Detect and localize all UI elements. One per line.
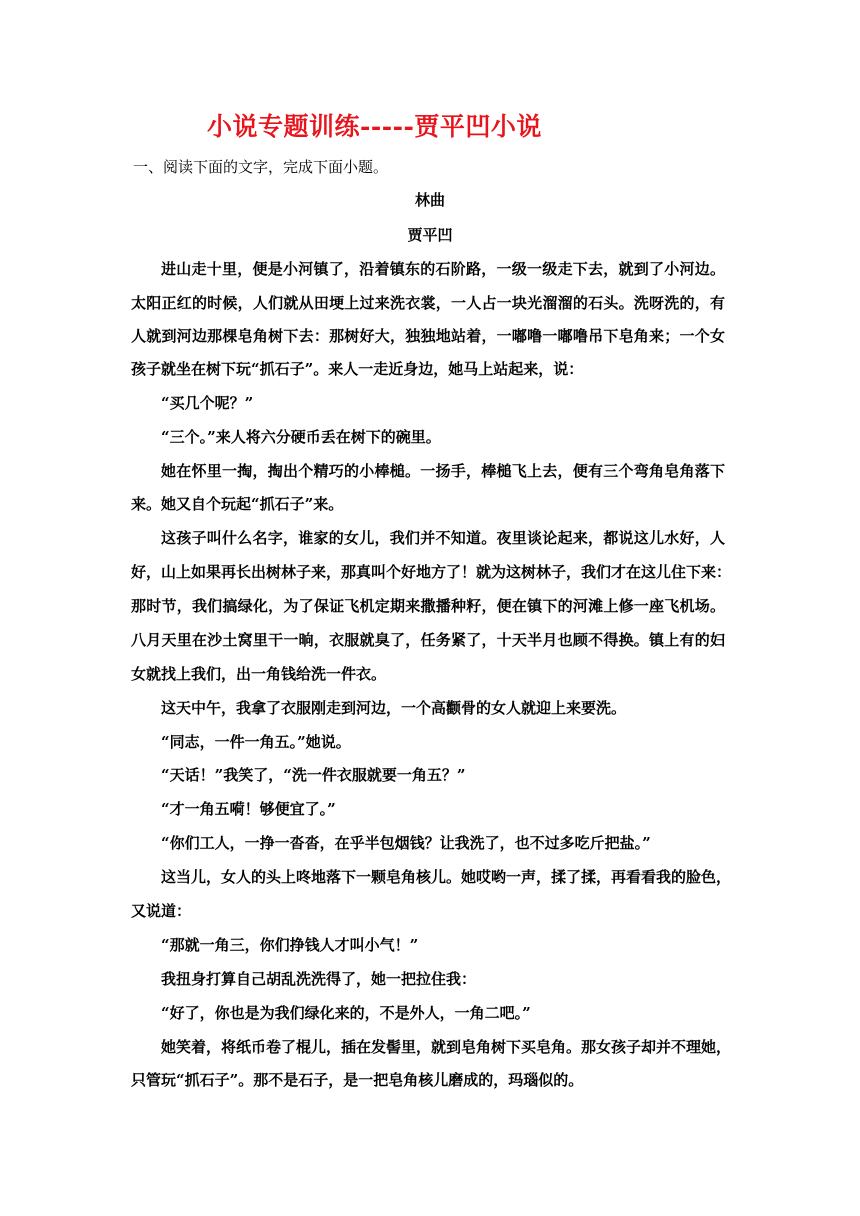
text-line: “才一角五嗬！够便宜了。” bbox=[161, 800, 336, 818]
text-line: 她笑着，将纸币卷了棍儿，插在发髻里，就到皂角树下买皂角。那女孩子却并不理她， bbox=[161, 1038, 732, 1056]
text-line: 她在怀里一掏，掏出个精巧的小棒槌。一扬手，棒槌飞上去，便有三个弯角皂角落下 bbox=[161, 462, 725, 480]
text-line: 好，山上如果再长出树林子来，那真叫个好地方了！就为这树林子，我们才在这儿住下来： bbox=[131, 563, 732, 581]
text-line: 这天中午，我拿了衣服刚走到河边，一个高颧骨的女人就迎上来要洗。 bbox=[161, 699, 627, 717]
text-line: 太阳正红的时候，人们就从田埂上过来洗衣裳，一人占一块光溜溜的石头。洗呀洗的，有 bbox=[131, 294, 725, 312]
text-line: 这当儿，女人的头上咚地落下一颗皂角核儿。她哎哟一声，揉了揉，再看看我的脸色， bbox=[161, 868, 732, 886]
question-heading: 一、阅读下面的文字，完成下面小题。 bbox=[133, 158, 389, 176]
document-title: 小说专题训练-----贾平凹小说 bbox=[207, 112, 542, 141]
text-line: 进山走十里，便是小河镇了，沿着镇东的石阶路，一级一级走下去，就到了小河边。 bbox=[161, 260, 725, 278]
text-line: 来。她又自个玩起“抓石子”来。 bbox=[131, 495, 344, 513]
text-line: “你们工人，一挣一沓沓，在乎半包烟钱？让我洗了，也不过多吃斤把盐。” bbox=[161, 834, 651, 852]
text-line: 又说道： bbox=[131, 902, 192, 920]
text-line: 只管玩“抓石子”。那不是石子，是一把皂角核儿磨成的，玛瑙似的。 bbox=[131, 1071, 584, 1089]
text-line: 这孩子叫什么名字，谁家的女儿，我们并不知道。夜里谈论起来，都说这儿水好，人 bbox=[161, 529, 725, 547]
text-line: “那就一角三，你们挣钱人才叫小气！” bbox=[161, 936, 419, 954]
text-line: 那时节，我们搞绿化，为了保证飞机定期来撒播种籽，便在镇下的河滩上修一座飞机场。 bbox=[131, 597, 725, 615]
story-title: 林曲 bbox=[414, 191, 445, 209]
text-line: 八月天里在沙土窝里干一晌，衣服就臭了，任务紧了，十天半月也顾不得换。镇上有的妇 bbox=[131, 631, 725, 649]
text-line: “天话！”我笑了，“洗一件衣服就要一角五？” bbox=[161, 766, 466, 784]
text-line: “好了，你也是为我们绿化来的，不是外人，一角二吧。” bbox=[161, 1004, 531, 1022]
text-line: 孩子就坐在树下玩“抓石子”。来人一走近身边，她马上站起来，说： bbox=[131, 360, 584, 378]
text-line: 女就找上我们，出一角钱给洗一件衣。 bbox=[131, 665, 387, 683]
text-line: 人就到河边那棵皂角树下去：那树好大，独独地站着，一嘟噜一嘟噜吊下皂角来；一个女 bbox=[131, 327, 725, 345]
text-line: 我扭身打算自己胡乱洗洗得了，她一把拉住我： bbox=[161, 970, 477, 988]
text-line: “买几个呢？” bbox=[161, 394, 254, 412]
text-line: “三个。”来人将六分硬币丢在树下的碗里。 bbox=[161, 428, 441, 446]
story-author: 贾平凹 bbox=[407, 226, 453, 244]
text-line: “同志，一件一角五。”她说。 bbox=[161, 733, 351, 751]
